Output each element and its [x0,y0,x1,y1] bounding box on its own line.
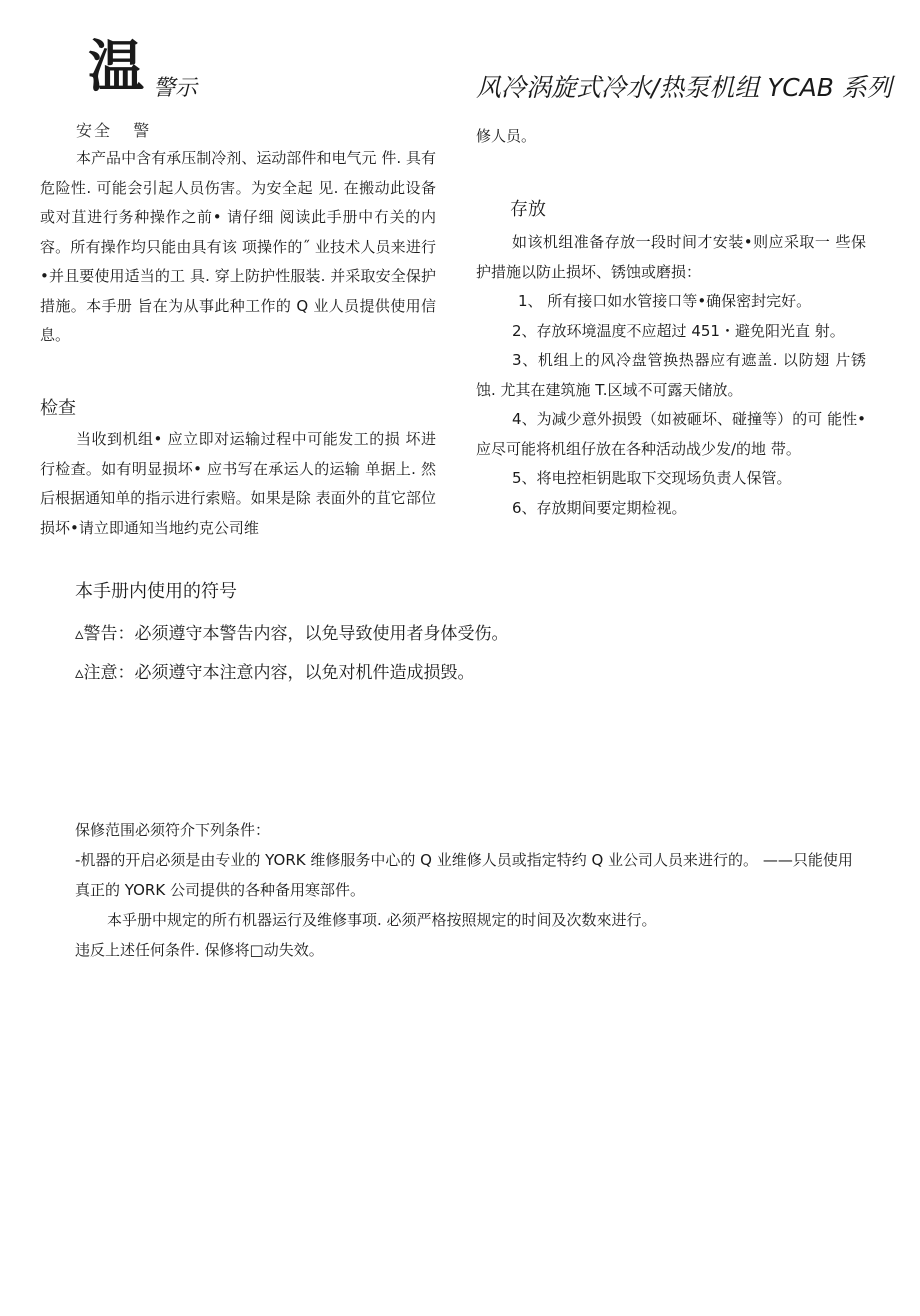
symbols-title: 本手册内使用的符号 [75,581,237,602]
storage-intro: 如该机组准备存放一段时间才安装•则应采取一 些保护措施以防止损坏、锈蚀或磨损： [476,233,866,281]
warranty-line-3: 违反上述任何条件. 保修将□动失效。 [75,941,324,959]
symbols-caution: ▵注意：必须遵守本注意内容，以免对机件造成损毁。 [75,663,475,683]
storage-item: 4、为减少意外损毁（如被砸坏、碰撞等）的可 能性•应尽可能将机组仔放在各种活动战少发/的地 带。 [476,410,866,458]
storage-section [476,228,866,523]
warranty-line-1: -机器的开启必须是由专业的 YORK 维修服务中心的 Q 业维修人员或指定特约 Q 业公司人员来进行的。 ——只能使用真正的 YORK 公司提供的各种备用寒部件。 [75,851,853,899]
inspection-paragraph: 当收到机组• 应立即对运输过程中可能发工的损 坏进行检查。如有明显损坏• 应书写在承运人的运输 单据上. 然后根据通知单的指示进行索赔。如果是除 表面外的苴它部位损坏•请立即通知当地约克公司维 [40,430,436,537]
warning-title: 警示 [153,76,198,101]
storage-item: 1、 所有接口如水管接口等•确保密封完好。 [518,292,812,310]
inspection-section [40,425,436,543]
storage-item: 6、存放期间要定期检视。 [512,498,687,517]
safety-paragraph: 本产品中含有承压制冷剂、运动部件和电气元 件. 具有危险性. 可能会引起人员伤害。为安全起 见. 在搬动此设备或对苴进行务种操作之前• 请仔细 阅读此手册中冇关的内容。所有操作均只能由具有该 项操作的˝ 业技术人员来进行•并且要使用适当的工 具. 穿上防护性服装. 并采取安全保护措施。本手册 旨在为从事此种工作的 Q 业人员提供使用信息。 [40,149,436,344]
safety-label [76,118,151,141]
inspection-heading: 检查 [40,398,76,419]
inspection-continued: 修人员。 [476,127,537,145]
storage-item: 3、机组上的风冷盘管换热器应有遮盖. 以防翅 片锈蚀. 尤其在建筑施 T.区域不可露天储放。 [476,351,866,399]
warranty-line-2: 本乎册中规定的所冇机器运行及维修事项. 必须严格按照规定的时间及次数來进行。 [107,911,657,929]
symbols-warning: ▵警告：必须遵守本警告内容，以免导致使用者身体受伤。 [75,624,509,644]
document-title: 风冷涡旋式冷水/热泵机组 YCAB 系列 [476,73,892,102]
warranty-intro: 保修范围必须符介下列条件： [75,821,271,839]
storage-item: 2、存放环境温度不应超过 451・避免阳光直 射。 [512,321,845,340]
header-large-character: 温 [88,35,144,100]
safety-section [40,144,436,351]
warranty-section [75,815,865,965]
safety-label-text: 安全 [76,121,113,140]
storage-heading: 存放 [510,199,546,220]
safety-label-suffix: 警 [133,121,152,140]
storage-item: 5、将电控柜钥匙取下交现场负责人保管。 [512,469,792,487]
